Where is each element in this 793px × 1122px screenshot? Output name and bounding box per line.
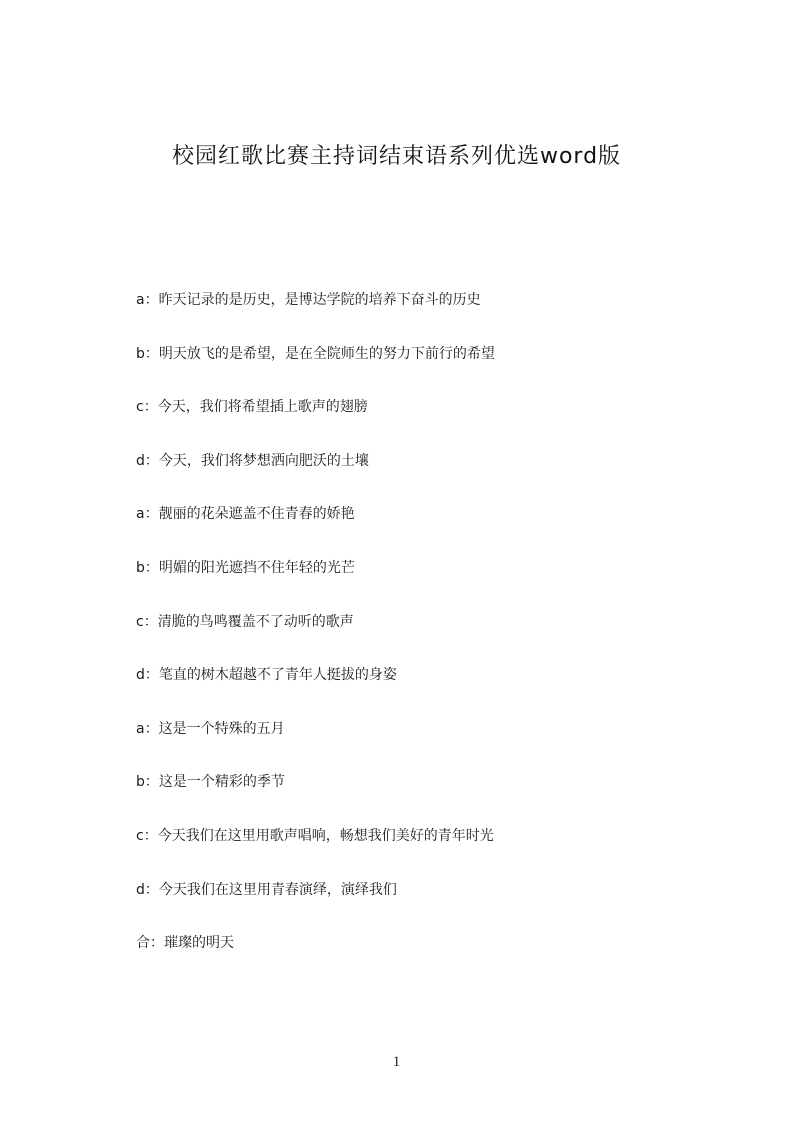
script-line: d：笔直的树木超越不了青年人挺拔的身姿 bbox=[136, 667, 397, 684]
script-line: c：今天我们在这里用歌声唱响，畅想我们美好的青年时光 bbox=[136, 827, 494, 844]
script-lines bbox=[136, 288, 696, 985]
script-line: d：今天我们在这里用青春演绎，演绎我们 bbox=[136, 881, 397, 898]
script-line: a：这是一个特殊的五月 bbox=[136, 720, 285, 737]
script-line: a：靓丽的花朵遮盖不住青春的娇艳 bbox=[136, 506, 355, 523]
script-line: d：今天，我们将梦想洒向肥沃的土壤 bbox=[136, 452, 369, 469]
script-line: 合：璀璨的明天 bbox=[136, 935, 234, 952]
page-number: 1 bbox=[392, 1054, 401, 1070]
document-title: 校园红歌比赛主持词结束语系列优选word版 bbox=[171, 144, 622, 169]
script-line: c：清脆的鸟鸣覆盖不了动听的歌声 bbox=[136, 613, 354, 630]
script-line: b：明媚的阳光遮挡不住年轻的光芒 bbox=[136, 559, 355, 576]
script-line: b：这是一个精彩的季节 bbox=[136, 774, 285, 791]
script-line: c：今天，我们将希望插上歌声的翅膀 bbox=[136, 399, 368, 416]
script-line: b：明天放飞的是希望，是在全院师生的努力下前行的希望 bbox=[136, 345, 495, 362]
script-line: a：昨天记录的是历史，是博达学院的培养下奋斗的历史 bbox=[136, 292, 481, 308]
